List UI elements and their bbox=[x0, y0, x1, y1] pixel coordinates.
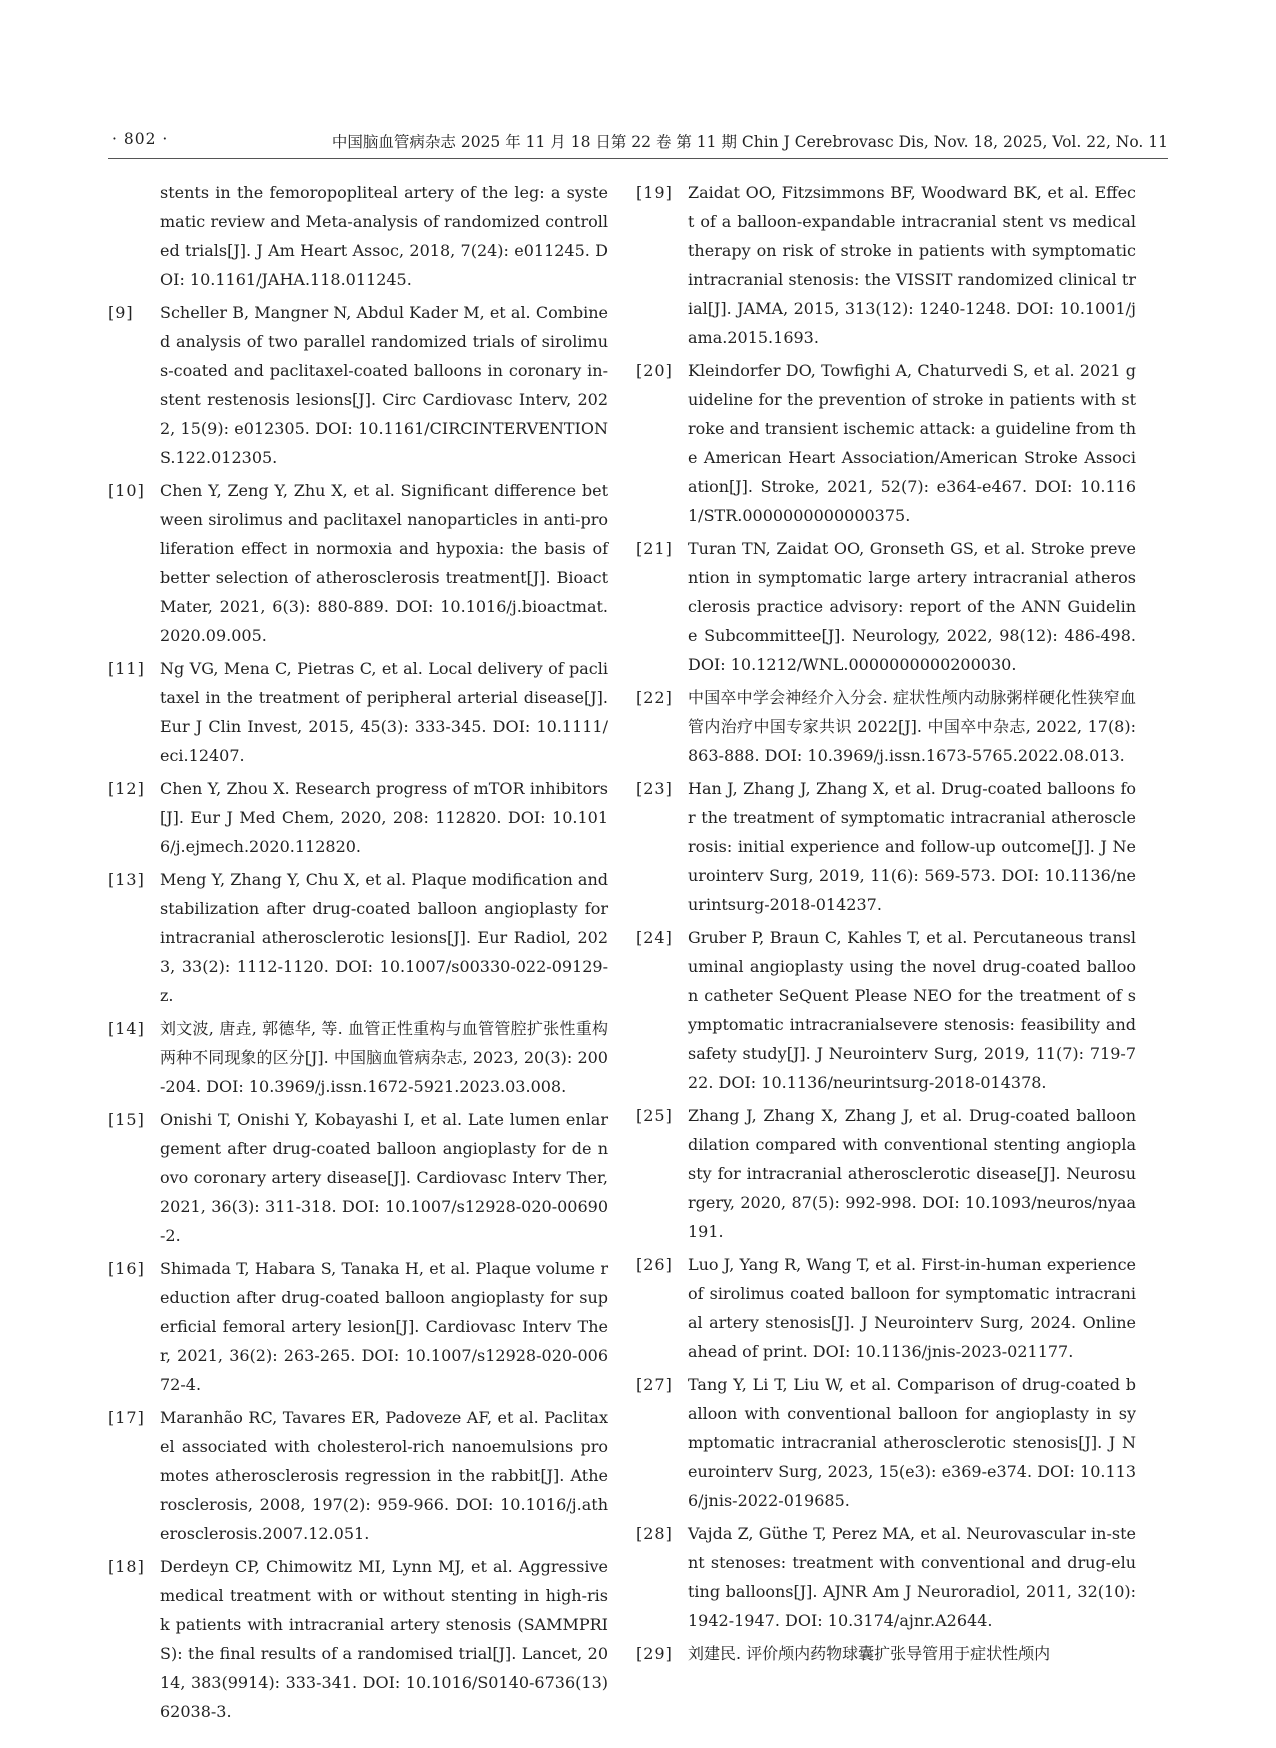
reference-item bbox=[636, 178, 1136, 352]
reference-number: [23] bbox=[636, 779, 673, 798]
reference-text: Han J, Zhang J, Zhang X, et al. Drug-coated balloons for the treatment of symptomatic intracranial atherosclerosis: initial experience and follow-up outcome[J]. J Neurointerv Surg, 2019, 11(6): 569-573. DOI: 10.1136/neurintsurg-2018-014237. bbox=[688, 779, 1136, 914]
reference-text: Gruber P, Braun C, Kahles T, et al. Percutaneous transluminal angioplasty using the novel drug-coated balloon catheter SeQuent Please NEO for the treatment of symptomatic intracranialsevere stenosis: feasibility and safety study[J]. J Neurointerv Surg, 2019, 11(7): 719-722. DOI: 10.1136/neurintsurg-2018-014378. bbox=[688, 928, 1136, 1092]
reference-text: Zaidat OO, Fitzsimmons BF, Woodward BK, et al. Effect of a balloon-expandable intracranial stent vs medical therapy on risk of stroke in patients with symptomatic intracranial stenosis: the VISSIT randomized clinical trial[J]. JAMA, 2015, 313(12): 1240-1248. DOI: 10.1001/jama.2015.1693. bbox=[688, 183, 1136, 347]
reference-text: Shimada T, Habara S, Tanaka H, et al. Plaque volume reduction after drug-coated balloon angioplasty for superficial femoral artery lesion[J]. Cardiovasc Interv Ther, 2021, 36(2): 263-265. DOI: 10.1007/s12928-020-00672-4. bbox=[160, 1259, 608, 1394]
reference-text: Luo J, Yang R, Wang T, et al. First-in-human experience of sirolimus coated balloon for symptomatic intracranial artery stenosis[J]. J Neurointerv Surg, 2024. Online ahead of print. DOI: 10.1136/jnis-2023-021177. bbox=[688, 1255, 1136, 1361]
reference-text: stents in the femoropopliteal artery of the leg: a systematic review and Meta-analysis of randomized controlled trials[J]. J Am Heart Assoc, 2018, 7(24): e011245. DOI: 10.1161/JAHA.118.011245. bbox=[160, 183, 608, 289]
reference-text: Zhang J, Zhang X, Zhang J, et al. Drug-coated balloon dilation compared with conventional stenting angioplasty for intracranial atherosclerotic disease[J]. Neurosurgery, 2020, 87(5): 992-998. DOI: 10.1093/neuros/nyaa191. bbox=[688, 1106, 1136, 1241]
reference-number: [13] bbox=[108, 870, 145, 889]
reference-item bbox=[108, 654, 608, 770]
reference-item bbox=[636, 1519, 1136, 1635]
reference-item bbox=[108, 178, 608, 294]
reference-item bbox=[636, 534, 1136, 679]
reference-text: Kleindorfer DO, Towfighi A, Chaturvedi S, et al. 2021 guideline for the prevention of stroke in patients with stroke and transient ischemic attack: a guideline from the American Heart Association/American Stroke Association[J]. Stroke, 2021, 52(7): e364-e467. DOI: 10.1161/STR.0000000000000375. bbox=[688, 361, 1136, 525]
reference-number: [26] bbox=[636, 1255, 673, 1274]
reference-item bbox=[636, 923, 1136, 1097]
reference-text: Turan TN, Zaidat OO, Gronseth GS, et al. Stroke prevention in symptomatic large artery intracranial atherosclerosis practice advisory: report of the ANN Guideline Subcommittee[J]. Neurology, 2022, 98(12): 486-498. DOI: 10.1212/WNL.0000000000200030. bbox=[688, 539, 1136, 674]
reference-item bbox=[108, 1105, 608, 1250]
reference-number: [17] bbox=[108, 1408, 145, 1427]
reference-number: [14] bbox=[108, 1019, 145, 1038]
reference-number: [22] bbox=[636, 688, 673, 707]
reference-text: 刘文波, 唐垚, 郭德华, 等. 血管正性重构与血管管腔扩张性重构两种不同现象的区分[J]. 中国脑血管病杂志, 2023, 20(3): 200-204. DOI: 10.3969/j.issn.1672-5921.2023.03.008. bbox=[160, 1019, 608, 1096]
reference-text: Maranhão RC, Tavares ER, Padoveze AF, et al. Paclitaxel associated with cholesterol-rich nanoemulsions promotes atherosclerosis regression in the rabbit[J]. Atherosclerosis, 2008, 197(2): 959-966. DOI: 10.1016/j.atherosclerosis.2007.12.051. bbox=[160, 1408, 608, 1543]
reference-item bbox=[636, 1250, 1136, 1366]
reference-number: [15] bbox=[108, 1110, 145, 1129]
reference-number: [28] bbox=[636, 1524, 673, 1543]
reference-item bbox=[108, 298, 608, 472]
reference-number: [9] bbox=[108, 303, 134, 322]
reference-column-right bbox=[636, 178, 1136, 1672]
journal-citation-line: 中国脑血管病杂志 2025 年 11 月 18 日第 22 卷 第 11 期 Chin J Cerebrovasc Dis, Nov. 18, 2025, Vol. 22, No. 11 bbox=[331, 133, 1168, 151]
reference-text: Chen Y, Zhou X. Research progress of mTOR inhibitors[J]. Eur J Med Chem, 2020, 208: 112820. DOI: 10.1016/j.ejmech.2020.112820. bbox=[160, 779, 608, 856]
reference-item bbox=[108, 1403, 608, 1548]
reference-item bbox=[108, 865, 608, 1010]
reference-item bbox=[636, 683, 1136, 770]
reference-number: [25] bbox=[636, 1106, 673, 1125]
reference-number: [18] bbox=[108, 1557, 145, 1576]
reference-item bbox=[636, 1370, 1136, 1515]
reference-text: Chen Y, Zeng Y, Zhu X, et al. Significant difference between sirolimus and paclitaxel nanoparticles in anti-proliferation effect in normoxia and hypoxia: the basis of better selection of atherosclerosis treatment[J]. Bioact Mater, 2021, 6(3): 880-889. DOI: 10.1016/j.bioactmat.2020.09.005. bbox=[160, 481, 608, 645]
reference-text: Ng VG, Mena C, Pietras C, et al. Local delivery of paclitaxel in the treatment of peripheral arterial disease[J]. Eur J Clin Invest, 2015, 45(3): 333-345. DOI: 10.1111/eci.12407. bbox=[160, 659, 608, 765]
reference-item bbox=[108, 1552, 608, 1726]
reference-number: [27] bbox=[636, 1375, 673, 1394]
reference-number: [21] bbox=[636, 539, 673, 558]
reference-text: Tang Y, Li T, Liu W, et al. Comparison of drug-coated balloon with conventional balloon for angioplasty in symptomatic intracranial atherosclerotic stenosis[J]. J Neurointerv Surg, 2023, 15(e3): e369-e374. DOI: 10.1136/jnis-2022-019685. bbox=[688, 1375, 1136, 1510]
reference-text: 刘建民. 评价颅内药物球囊扩张导管用于症状性颅内 bbox=[688, 1644, 1051, 1663]
reference-item bbox=[636, 1101, 1136, 1246]
page-header bbox=[108, 124, 1168, 159]
reference-item bbox=[636, 774, 1136, 919]
reference-number: [29] bbox=[636, 1644, 673, 1663]
reference-item bbox=[108, 476, 608, 650]
reference-text: Meng Y, Zhang Y, Chu X, et al. Plaque modification and stabilization after drug-coated balloon angioplasty for intracranial atherosclerotic lesions[J]. Eur Radiol, 2023, 33(2): 1112-1120. DOI: 10.1007/s00330-022-09129-z. bbox=[160, 870, 608, 1005]
reference-number: [19] bbox=[636, 183, 673, 202]
reference-number: [12] bbox=[108, 779, 145, 798]
reference-item bbox=[636, 356, 1136, 530]
reference-text: Scheller B, Mangner N, Abdul Kader M, et al. Combined analysis of two parallel randomized trials of sirolimus-coated and paclitaxel-coated balloons in coronary in-stent restenosis lesions[J]. Circ Cardiovasc Interv, 2022, 15(9): e012305. DOI: 10.1161/CIRCINTERVENTIONS.122.012305. bbox=[160, 303, 608, 467]
reference-item bbox=[108, 774, 608, 861]
page-number: · 802 · bbox=[112, 130, 169, 148]
reference-text: Derdeyn CP, Chimowitz MI, Lynn MJ, et al. Aggressive medical treatment with or without stenting in high-risk patients with intracranial artery stenosis (SAMMPRIS): the final results of a randomised trial[J]. Lancet, 2014, 383(9914): 333-341. DOI: 10.1016/S0140-6736(13)62038-3. bbox=[160, 1557, 608, 1721]
reference-text: 中国卒中学会神经介入分会. 症状性颅内动脉粥样硬化性狭窄血管内治疗中国专家共识 2022[J]. 中国卒中杂志, 2022, 17(8): 863-888. DOI: 10.3969/j.issn.1673-5765.2022.08.013. bbox=[688, 688, 1136, 765]
reference-number: [16] bbox=[108, 1259, 145, 1278]
reference-number: [24] bbox=[636, 928, 673, 947]
reference-column-left bbox=[108, 178, 608, 1730]
reference-item bbox=[636, 1639, 1136, 1668]
reference-text: Vajda Z, Güthe T, Perez MA, et al. Neurovascular in-stent stenoses: treatment with conventional and drug-eluting balloons[J]. AJNR Am J Neuroradiol, 2011, 32(10): 1942-1947. DOI: 10.3174/ajnr.A2644. bbox=[688, 1524, 1136, 1630]
reference-number: [10] bbox=[108, 481, 145, 500]
reference-item bbox=[108, 1254, 608, 1399]
reference-number: [20] bbox=[636, 361, 673, 380]
reference-number: [11] bbox=[108, 659, 145, 678]
reference-text: Onishi T, Onishi Y, Kobayashi I, et al. Late lumen enlargement after drug-coated balloon angioplasty for de novo coronary artery disease[J]. Cardiovasc Interv Ther, 2021, 36(3): 311-318. DOI: 10.1007/s12928-020-00690-2. bbox=[160, 1110, 608, 1245]
reference-item bbox=[108, 1014, 608, 1101]
